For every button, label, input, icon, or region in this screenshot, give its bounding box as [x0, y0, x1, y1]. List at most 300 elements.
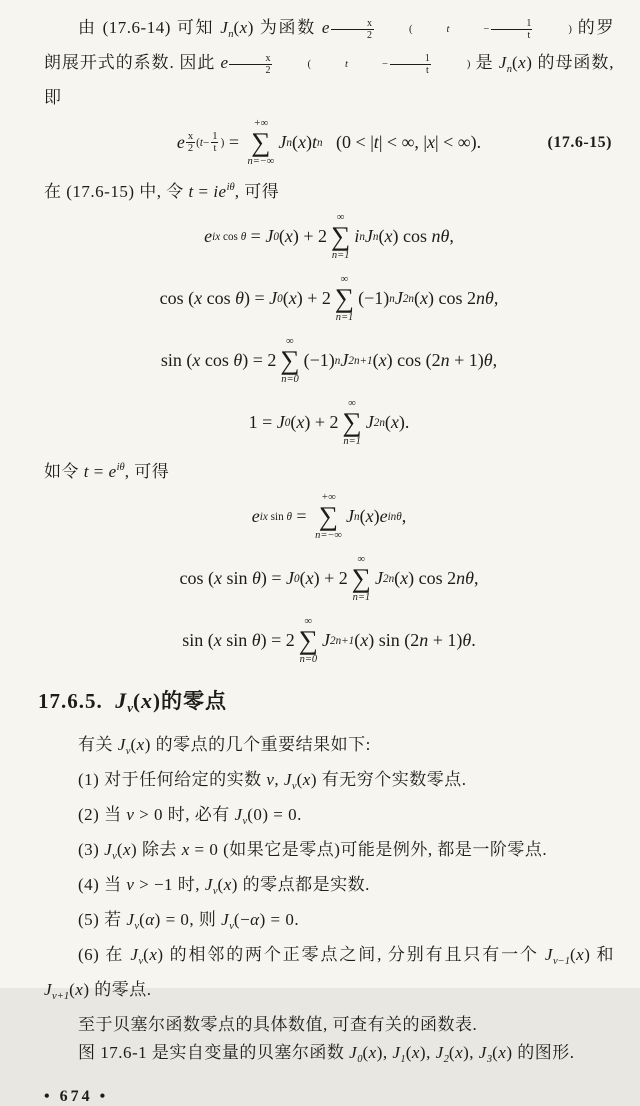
subscript: 2n+1: [348, 354, 373, 367]
math-variable: e: [176, 132, 185, 153]
text-run: (: [278, 226, 285, 247]
text-run: ): [220, 136, 225, 149]
subscript: ν: [134, 921, 140, 932]
math-variable: inθ: [387, 510, 402, 523]
math-variable: ν: [126, 805, 135, 824]
text-run: ) + 2: [296, 288, 331, 309]
fraction: [210, 131, 219, 155]
text-run: −: [203, 136, 210, 149]
text-run: (0 < |: [322, 132, 374, 153]
math-variable: x: [420, 288, 428, 309]
sigma-glyph: ∑: [334, 283, 355, 314]
text-run: (4) 当: [78, 875, 127, 894]
text-run: −: [381, 58, 388, 70]
list-item: [44, 906, 614, 941]
text-run: (: [362, 1043, 369, 1062]
math-variable: e: [251, 506, 260, 527]
math-variable: x: [378, 350, 387, 371]
math-variable: iθ: [226, 182, 235, 193]
math-variable: x: [296, 412, 305, 433]
text-run: ) = 2: [242, 350, 277, 371]
text-run: ,: [493, 288, 499, 309]
subscript: 0: [294, 572, 300, 585]
math-variable: x: [192, 350, 201, 371]
math-variable: x: [384, 226, 393, 247]
text-run: (: [233, 18, 240, 37]
subscript: 3: [486, 1054, 493, 1065]
text-run: (: [354, 630, 361, 651]
math-variable: J: [283, 770, 292, 789]
text-run: cos (: [179, 568, 214, 589]
text-run: (: [405, 1043, 412, 1062]
text-run: ) sin (2: [368, 630, 420, 651]
sum-lower-limit: n=1: [335, 311, 354, 323]
section-heading: [38, 688, 614, 721]
math-variable: e: [204, 226, 213, 247]
text-run: 由 (17.6-14) 可知: [78, 18, 221, 37]
sigma-glyph: ∑: [331, 221, 351, 252]
math-variable: J: [44, 980, 53, 999]
math-variable: e: [321, 18, 330, 37]
math-variable: x: [213, 630, 222, 651]
math-variable: x: [136, 735, 145, 754]
subscript: 2n+1: [330, 634, 355, 647]
text-run: ) 的图形.: [506, 1043, 575, 1062]
fraction: [229, 53, 272, 76]
math-variable: J: [278, 132, 287, 153]
subscript: ν: [291, 781, 297, 792]
superscript-group: [260, 511, 292, 523]
text-run: (2) 当: [78, 805, 127, 824]
math-variable: θ: [240, 230, 247, 243]
math-variable: x: [427, 132, 436, 153]
math-variable: θ: [233, 350, 243, 371]
superscript-group: [227, 174, 235, 202]
math-variable: J: [276, 412, 285, 433]
summation-symbol: [247, 118, 274, 168]
text-run: sin (: [160, 350, 193, 371]
text-run: (: [512, 53, 519, 72]
summation-symbol: [342, 398, 361, 448]
math-variable: J: [220, 18, 229, 37]
list-item: [44, 871, 614, 906]
text-run: ) 有无穷个实数零点.: [310, 770, 467, 789]
math-variable: x: [302, 770, 311, 789]
sum-lower-limit: n=0: [299, 653, 318, 665]
list-item: [44, 941, 619, 1011]
math-variable: J: [322, 630, 330, 651]
text-run: (: [130, 735, 137, 754]
superscript-group: [117, 454, 125, 482]
text-run: (: [282, 288, 289, 309]
paragraph: [44, 731, 614, 766]
text-run: (: [133, 689, 142, 713]
text-run: ),: [376, 1043, 393, 1062]
text-run: (: [196, 136, 200, 149]
math-variable: ix: [212, 230, 221, 243]
text-run: > −1 时,: [134, 875, 205, 894]
page-number: • 674 •: [44, 1088, 109, 1105]
text-run: ): [568, 23, 572, 35]
math-variable: J: [345, 506, 354, 527]
subscript: ν: [127, 700, 134, 715]
math-variable: t: [446, 23, 450, 35]
subscript: n: [353, 510, 360, 523]
paragraph: [44, 1011, 614, 1039]
math-variable: α: [145, 910, 155, 929]
sum-upper-limit: ∞: [336, 212, 345, 224]
math-variable: x: [365, 506, 374, 527]
math-variable: x: [305, 568, 314, 589]
math-variable: e: [220, 53, 229, 72]
fraction-denominator: 2: [187, 143, 194, 155]
text-run: (: [116, 840, 123, 859]
text-run: , 可得: [234, 182, 280, 201]
math-variable: x: [360, 630, 369, 651]
text-run: ) + 2: [292, 226, 328, 247]
sigma-glyph: ∑: [298, 625, 318, 656]
math-variable: x: [576, 945, 585, 964]
text-run: 在 (17.6-15) 中, 令: [44, 182, 189, 201]
math-variable: t: [345, 58, 348, 70]
text-run: (: [296, 770, 303, 789]
text-run: ): [305, 132, 312, 153]
sum-lower-limit: n=1: [352, 591, 371, 603]
math-variable: θ: [483, 350, 493, 371]
superscript-group: [212, 231, 246, 243]
equation-number: (17.6-15): [547, 134, 612, 152]
text-run: (: [291, 132, 298, 153]
text-run: (: [69, 980, 76, 999]
sum-upper-limit: ∞: [304, 616, 313, 628]
math-variable: J: [117, 735, 126, 754]
fraction-numerator: x: [366, 18, 372, 29]
equation-math: [204, 212, 454, 262]
text-run: =: [88, 462, 109, 481]
subscript: ν: [125, 746, 131, 757]
superscript-group: [185, 131, 224, 155]
text-run: ) cos 2: [428, 288, 476, 309]
math-variable: J: [115, 688, 128, 713]
math-variable: x: [149, 945, 158, 964]
paragraph: [44, 174, 614, 206]
math-variable: ie: [213, 182, 227, 201]
equation-math: [252, 492, 406, 542]
text-run: =: [193, 182, 214, 201]
subscript: 2: [443, 1054, 449, 1065]
math-variable: J: [340, 350, 349, 371]
math-variable: x: [455, 1043, 464, 1062]
subscript: n: [506, 64, 512, 75]
math-variable: nθ: [456, 568, 474, 589]
display-equation: [44, 548, 614, 610]
math-variable: x: [122, 840, 132, 859]
subscript: n: [372, 230, 379, 243]
fraction-numerator: x: [187, 130, 194, 142]
sum-lower-limit: n=1: [331, 249, 350, 261]
text-run: (: [217, 875, 224, 894]
text-run: 17.6.5.: [38, 689, 116, 713]
math-variable: x: [194, 288, 203, 309]
math-variable: x: [411, 1043, 420, 1062]
math-variable: i: [354, 226, 360, 247]
math-variable: x: [214, 568, 222, 589]
math-variable: nθ: [431, 226, 450, 247]
subscript: 2n: [373, 416, 385, 429]
sum-lower-limit: n=−∞: [315, 529, 342, 541]
text-run: −: [483, 23, 490, 35]
math-variable: J: [130, 945, 139, 964]
math-variable: θ: [252, 568, 261, 589]
text-run: ) = 2: [260, 630, 295, 651]
subscript: ν: [229, 921, 234, 932]
list-item: [44, 836, 614, 871]
text-run: (: [143, 945, 150, 964]
text-run: ) 为函数: [247, 18, 322, 37]
paragraph: [44, 14, 619, 112]
math-variable: J: [126, 910, 135, 929]
equation-math: [161, 336, 497, 386]
math-variable: ν: [266, 770, 275, 789]
text-run: cos (: [159, 288, 195, 309]
text-run: , 可得: [124, 462, 170, 481]
text-run: .: [471, 630, 476, 651]
math-variable: J: [269, 288, 278, 309]
display-equation: [44, 330, 614, 392]
text-run: ,: [274, 770, 284, 789]
math-variable: x: [239, 18, 248, 37]
text-run: ) = 0, 则: [154, 910, 222, 929]
math-variable: x: [223, 875, 232, 894]
text-run: =: [291, 506, 312, 527]
sigma-glyph: ∑: [318, 501, 339, 532]
math-variable: t: [188, 182, 194, 201]
math-variable: J: [104, 840, 113, 859]
text-run: (−: [233, 910, 251, 929]
superscript-group: [388, 511, 402, 523]
fraction-denominator: t: [390, 64, 431, 76]
text-run: (: [372, 350, 379, 371]
sigma-glyph: ∑: [251, 127, 271, 158]
math-variable: J: [204, 875, 213, 894]
subscript: 0: [277, 292, 283, 305]
display-equation: [44, 610, 614, 672]
text-run: ) =: [260, 568, 287, 589]
text-run: ).: [398, 412, 410, 433]
text-run: ) =: [243, 288, 270, 309]
subscript: 0: [273, 230, 279, 243]
math-variable: e: [108, 462, 117, 481]
subscript: ν: [138, 956, 144, 967]
math-variable: α: [250, 910, 260, 929]
text-run: | < ∞, |: [378, 132, 428, 153]
math-variable: nθ: [476, 288, 494, 309]
subscript: ν−1: [552, 956, 570, 967]
text-run: (: [570, 945, 577, 964]
superscript: n: [359, 230, 365, 243]
math-variable: x: [518, 53, 527, 72]
display-equation: [44, 392, 614, 454]
text-run: cos: [220, 230, 241, 243]
superscript: n: [316, 136, 323, 149]
text-run: + 1): [449, 350, 484, 371]
superscript: n: [334, 354, 341, 367]
paragraph: [44, 454, 614, 486]
text-run: ) cos 2: [408, 568, 457, 589]
fraction-denominator: t: [491, 29, 532, 41]
subscript: 0: [357, 1054, 363, 1065]
text-run: (: [492, 1043, 499, 1062]
text-run: cos: [202, 288, 236, 309]
sum-upper-limit: ∞: [348, 398, 356, 410]
equation-math: [249, 398, 410, 448]
text-run: ) 除去: [131, 840, 182, 859]
text-run: (5) 若: [78, 910, 127, 929]
text-run: | < ∞).: [435, 132, 482, 153]
math-variable: J: [221, 910, 230, 929]
text-run: ,: [449, 226, 454, 247]
sum-upper-limit: +∞: [253, 118, 269, 130]
math-variable: x: [368, 1043, 377, 1062]
equation-math: [160, 274, 499, 324]
text-run: ) 的零点都是实数.: [231, 875, 370, 894]
text-run: (: [414, 288, 420, 309]
subscript: 2n: [402, 292, 414, 305]
equation-math: [177, 118, 481, 168]
equation-math: [180, 554, 479, 604]
math-variable: x: [288, 288, 297, 309]
display-equation: [44, 112, 614, 174]
text-run: (1) 对于任何给定的实数: [78, 770, 267, 789]
summation-symbol: [315, 492, 342, 542]
text-run: (6) 在: [78, 945, 131, 964]
superscript-group: [228, 51, 470, 79]
fraction-denominator: 2: [229, 64, 272, 76]
text-run: ) cos: [392, 226, 432, 247]
sigma-glyph: ∑: [280, 345, 300, 376]
math-variable: x: [498, 1043, 507, 1062]
sum-upper-limit: ∞: [357, 554, 366, 566]
text-run: + 1): [428, 630, 463, 651]
text-run: (: [299, 568, 306, 589]
summation-symbol: [280, 336, 299, 386]
math-variable: iθ: [116, 462, 125, 473]
fraction: [490, 18, 533, 41]
math-variable: J: [364, 226, 373, 247]
summation-symbol: [335, 274, 354, 324]
text-run: 的罗朗展开式的系数. 因此: [44, 18, 615, 72]
sum-upper-limit: ∞: [340, 274, 349, 286]
fraction-numerator: x: [265, 53, 271, 64]
summation-symbol: [352, 554, 371, 604]
text-run: ) cos (2: [386, 350, 441, 371]
math-variable: J: [478, 1043, 487, 1062]
text-run: ),: [419, 1043, 436, 1062]
math-variable: e: [379, 506, 388, 527]
equation-math: [182, 616, 476, 666]
subscript: n: [286, 136, 292, 149]
sum-lower-limit: n=−∞: [247, 155, 275, 167]
subscript: ν+1: [52, 991, 70, 1002]
text-run: (: [359, 506, 366, 527]
text-run: ) + 2: [313, 568, 348, 589]
text-run: ) = 0.: [259, 910, 300, 929]
text-run: (−1): [358, 288, 390, 309]
text-run: ,: [474, 568, 479, 589]
sum-lower-limit: n=0: [281, 373, 299, 385]
sum-upper-limit: ∞: [286, 336, 294, 348]
fraction: [389, 53, 432, 76]
sum-lower-limit: n=1: [343, 435, 361, 447]
sigma-glyph: ∑: [342, 407, 362, 438]
text-run: ),: [463, 1043, 479, 1062]
text-run: =: [246, 226, 266, 247]
math-variable: x: [181, 840, 190, 859]
math-variable: θ: [235, 288, 244, 309]
summation-symbol: [331, 212, 350, 262]
math-variable: t: [373, 132, 379, 153]
math-variable: x: [400, 568, 409, 589]
math-variable: x: [297, 132, 306, 153]
text-run: sin: [222, 568, 253, 589]
text-run: (−1): [303, 350, 335, 371]
summation-symbol: [299, 616, 318, 666]
text-run: =: [224, 132, 244, 153]
math-variable: J: [349, 1043, 358, 1062]
text-run: > 0 时, 必有: [134, 805, 235, 824]
subscript: 0: [284, 416, 291, 429]
math-variable: t: [199, 136, 203, 149]
text-run: )的零点: [153, 689, 228, 713]
text-run: (: [384, 412, 391, 433]
sigma-glyph: ∑: [351, 563, 371, 594]
text-run: 至于贝塞尔函数零点的具体数值, 可查有关的函数表.: [78, 1015, 478, 1034]
fraction-denominator: 2: [331, 29, 374, 41]
fraction-numerator: 1: [212, 130, 218, 142]
math-variable: J: [286, 568, 295, 589]
display-equation: [44, 206, 614, 268]
text-run: (: [378, 226, 385, 247]
math-variable: J: [265, 226, 274, 247]
subscript: 2n: [383, 572, 395, 585]
text-run: 1 =: [248, 412, 277, 433]
subscript: n: [228, 29, 234, 40]
math-variable: θ: [286, 510, 292, 523]
math-variable: J: [394, 288, 403, 309]
superscript-group: [330, 16, 572, 44]
subscript: 1: [400, 1054, 406, 1065]
math-variable: J: [498, 53, 507, 72]
fraction-numerator: 1: [424, 53, 430, 64]
math-variable: x: [284, 226, 293, 247]
math-variable: J: [435, 1043, 444, 1062]
math-variable: J: [365, 412, 374, 433]
math-variable: x: [390, 412, 399, 433]
fraction: [186, 131, 195, 155]
text-run: cos: [200, 350, 234, 371]
text-run: ): [373, 506, 380, 527]
text-run: ,: [401, 506, 407, 527]
text-run: ) + 2: [304, 412, 339, 433]
math-variable: x: [141, 688, 154, 713]
subscript: ν: [242, 816, 248, 827]
text-run: sin: [267, 510, 287, 523]
text-run: = 0 (如果它是零点)可能是例外, 都是一阶零点.: [189, 840, 548, 859]
text-run: ) 的零点.: [83, 980, 152, 999]
text-run: ) 的相邻的两个正零点之间, 分别有且只有一个: [157, 945, 545, 964]
fraction: [331, 18, 374, 41]
text-run: sin: [221, 630, 252, 651]
